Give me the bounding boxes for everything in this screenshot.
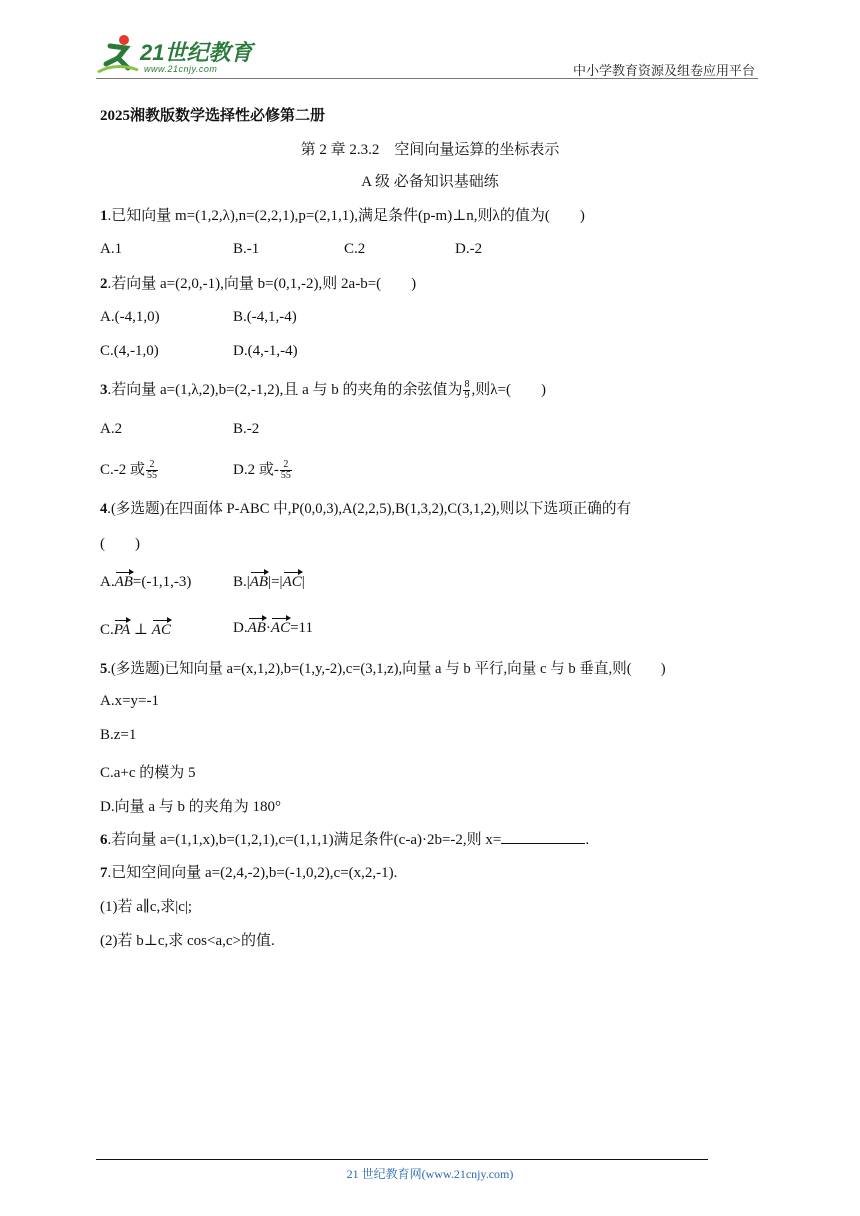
option-d: D.(4,-1,-4) bbox=[233, 343, 298, 359]
question-text: .已知向量 m=(1,2,λ),n=(2,2,1),p=(2,1,1),满足条件(p-m)⊥n,则λ的值为( ) bbox=[107, 208, 585, 224]
answer-blank[interactable] bbox=[501, 829, 585, 844]
option-text: =11 bbox=[290, 620, 313, 636]
option-a bbox=[100, 574, 191, 591]
option-text: C.-2 或 bbox=[100, 462, 146, 478]
level-title: A 级 必备知识基础练 bbox=[361, 174, 499, 190]
vector-ab: AB bbox=[114, 574, 133, 590]
option-a: A.1 bbox=[100, 241, 123, 257]
option-label: B.| bbox=[233, 574, 250, 590]
fraction bbox=[280, 460, 292, 481]
footer-link[interactable]: 21 世纪教育网(www.21cnjy.com) bbox=[346, 1167, 514, 1181]
question-text: .已知空间向量 a=(2,4,-2),b=(-1,0,2),c=(x,2,-1). bbox=[107, 865, 398, 881]
question-2 bbox=[100, 274, 416, 294]
option-b bbox=[233, 574, 305, 591]
footer-divider bbox=[96, 1159, 708, 1160]
question-text: .若向量 a=(1,1,x),b=(1,2,1),c=(1,1,1)满足条件(c-a)·2b=-2,则 x= bbox=[107, 832, 502, 848]
option-a: A.(-4,1,0) bbox=[100, 309, 160, 325]
runner-icon bbox=[96, 32, 140, 76]
question-text: .若向量 a=(2,0,-1),向量 b=(0,1,-2),则 2a-b=( ) bbox=[107, 276, 417, 292]
option-c: C.2 bbox=[344, 241, 366, 257]
option-b: B.-1 bbox=[233, 241, 260, 257]
fraction bbox=[146, 460, 158, 481]
option-c: C.(4,-1,0) bbox=[100, 343, 159, 359]
logo-url: www.21cnjy.com bbox=[144, 64, 218, 74]
vector-ab: AB bbox=[249, 574, 269, 590]
numerator: 8 bbox=[464, 379, 470, 391]
question-5 bbox=[100, 659, 666, 679]
vector-pa: PA bbox=[113, 622, 131, 638]
question-number: 2 bbox=[100, 276, 108, 292]
question-6 bbox=[100, 829, 589, 850]
question-4-bracket: ( ) bbox=[100, 536, 140, 552]
option-a: A.x=y=-1 bbox=[100, 693, 159, 709]
denominator: 9 bbox=[464, 390, 470, 402]
numerator: 2 bbox=[146, 460, 158, 471]
fraction bbox=[463, 380, 470, 401]
question-4 bbox=[100, 499, 631, 519]
header-divider bbox=[96, 78, 758, 79]
question-number: 6 bbox=[100, 832, 108, 848]
option-label: C. bbox=[100, 622, 114, 638]
option-c bbox=[100, 458, 159, 481]
denominator: 55 bbox=[147, 470, 158, 482]
question-text: .若向量 a=(1,λ,2),b=(2,-1,2),且 a 与 b 的夹角的余弦值为 bbox=[107, 382, 463, 398]
vector-ac: AC bbox=[151, 622, 171, 638]
option-d bbox=[233, 620, 313, 637]
question-3 bbox=[100, 380, 546, 401]
numerator: 2 bbox=[280, 460, 292, 471]
question-text-end: . bbox=[585, 832, 590, 848]
option-a: A.2 bbox=[100, 421, 123, 437]
vector-ac: AC bbox=[270, 620, 291, 636]
option-d: D.向量 a 与 b 的夹角为 180° bbox=[100, 799, 281, 815]
option-text: | bbox=[301, 574, 305, 590]
question-7 bbox=[100, 863, 397, 883]
option-b: B.(-4,1,-4) bbox=[233, 309, 297, 325]
platform-name: 中小学教育资源及组卷应用平台 bbox=[572, 64, 755, 79]
perpendicular-symbol: ⊥ bbox=[130, 622, 152, 638]
option-label: A. bbox=[100, 574, 115, 590]
question-text-end: ,则λ=( ) bbox=[471, 382, 546, 398]
option-b: B.-2 bbox=[233, 421, 260, 437]
question-text: .(多选题)已知向量 a=(x,1,2),b=(1,y,-2),c=(3,1,z),向量 a 与 b 平行,向量 c 与 b 垂直,则( ) bbox=[107, 661, 666, 677]
book-title: 2025湘教版数学选择性必修第二册 bbox=[100, 108, 326, 124]
question-number: 1 bbox=[100, 208, 108, 224]
logo-text: 21世纪教育 bbox=[140, 40, 253, 65]
question-text: .(多选题)在四面体 P-ABC 中,P(0,0,3),A(2,2,5),B(1,3,2),C(3,1,2),则以下选项正确的有 bbox=[107, 501, 632, 517]
vector-ab: AB bbox=[247, 620, 266, 636]
option-d: D.-2 bbox=[455, 241, 483, 257]
option-text: =(-1,1,-3) bbox=[132, 574, 192, 590]
option-text: |=| bbox=[268, 574, 283, 590]
question-7-part-1: (1)若 a∥c,求|c|; bbox=[100, 899, 193, 915]
question-1 bbox=[100, 206, 585, 226]
question-number: 3 bbox=[100, 382, 108, 398]
site-logo[interactable] bbox=[96, 32, 266, 80]
option-b: B.z=1 bbox=[100, 727, 137, 743]
option-label: D. bbox=[233, 620, 248, 636]
question-number: 5 bbox=[100, 661, 108, 677]
question-number: 7 bbox=[100, 865, 108, 881]
question-7-part-2: (2)若 b⊥c,求 cos<a,c>的值. bbox=[100, 933, 275, 949]
option-text: D.2 或- bbox=[233, 462, 279, 478]
dot-symbol: · bbox=[265, 620, 271, 636]
section-title: 第 2 章 2.3.2 空间向量运算的坐标表示 bbox=[300, 142, 560, 158]
option-c bbox=[100, 620, 171, 639]
denominator: 55 bbox=[280, 470, 291, 482]
option-d bbox=[233, 458, 293, 481]
option-c: C.a+c 的模为 5 bbox=[100, 765, 196, 781]
question-number: 4 bbox=[100, 501, 108, 517]
vector-ac: AC bbox=[282, 574, 302, 590]
